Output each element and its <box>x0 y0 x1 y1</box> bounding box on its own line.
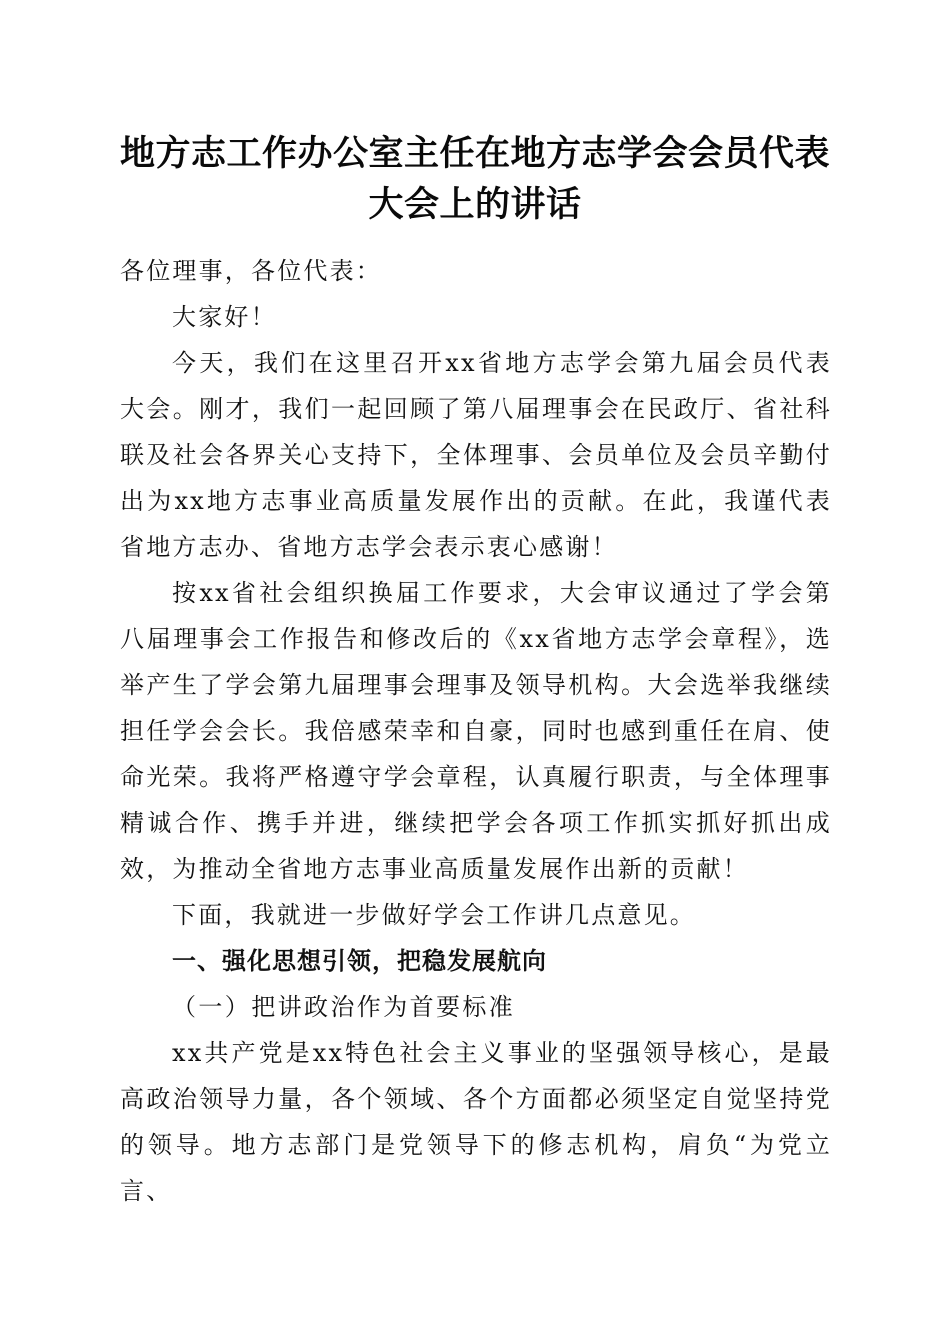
subsection-heading-1: （一）把讲政治作为首要标准 <box>172 993 516 1021</box>
greeting: 大家好！ <box>172 303 277 331</box>
section-heading-1: 一、强化思想引领，把稳发展航向 <box>172 947 547 975</box>
paragraph-party-leadership: xx共产党是xx特色社会主义事业的坚强领导核心，是最高政治领导力量，各个领域、各个方面都必须坚定自觉坚持党的领导。地方志部门是党领导下的修志机构，肩负“为党立言、 <box>120 1039 832 1205</box>
document-title <box>100 128 850 230</box>
title-line-2: 大会上的讲话 <box>368 184 582 225</box>
paragraph-opening: 今天，我们在这里召开xx省地方志学会第九届会员代表大会。刚才，我们一起回顾了第八届理事会在民政厅、省社科联及社会各界关心支持下，全体理事、会员单位及会员辛勤付出为xx地方志事业高质量发展作出的贡献。在此，我谨代表省地方志办、省地方志学会表示衷心感谢！ <box>120 349 832 561</box>
paragraph-transition: 下面，我就进一步做好学会工作讲几点意见。 <box>172 901 696 929</box>
paragraph-election: 按xx省社会组织换届工作要求，大会审议通过了学会第八届理事会工作报告和修改后的《xx省地方志学会章程》，选举产生了学会第九届理事会理事及领导机构。大会选举我继续担任学会会长。我倍感荣幸和自豪，同时也感到重任在肩、使命光荣。我将严格遵守学会章程，认真履行职责，与全体理事精诚合作、携手并进，继续把学会各项工作抓实抓好抓出成效，为推动全省地方志事业高质量发展作出新的贡献！ <box>120 579 832 883</box>
title-line-1: 地方志工作办公室主任在地方志学会会员代表 <box>119 133 830 174</box>
document-body <box>120 248 832 1214</box>
salutation: 各位理事，各位代表： <box>120 257 382 285</box>
